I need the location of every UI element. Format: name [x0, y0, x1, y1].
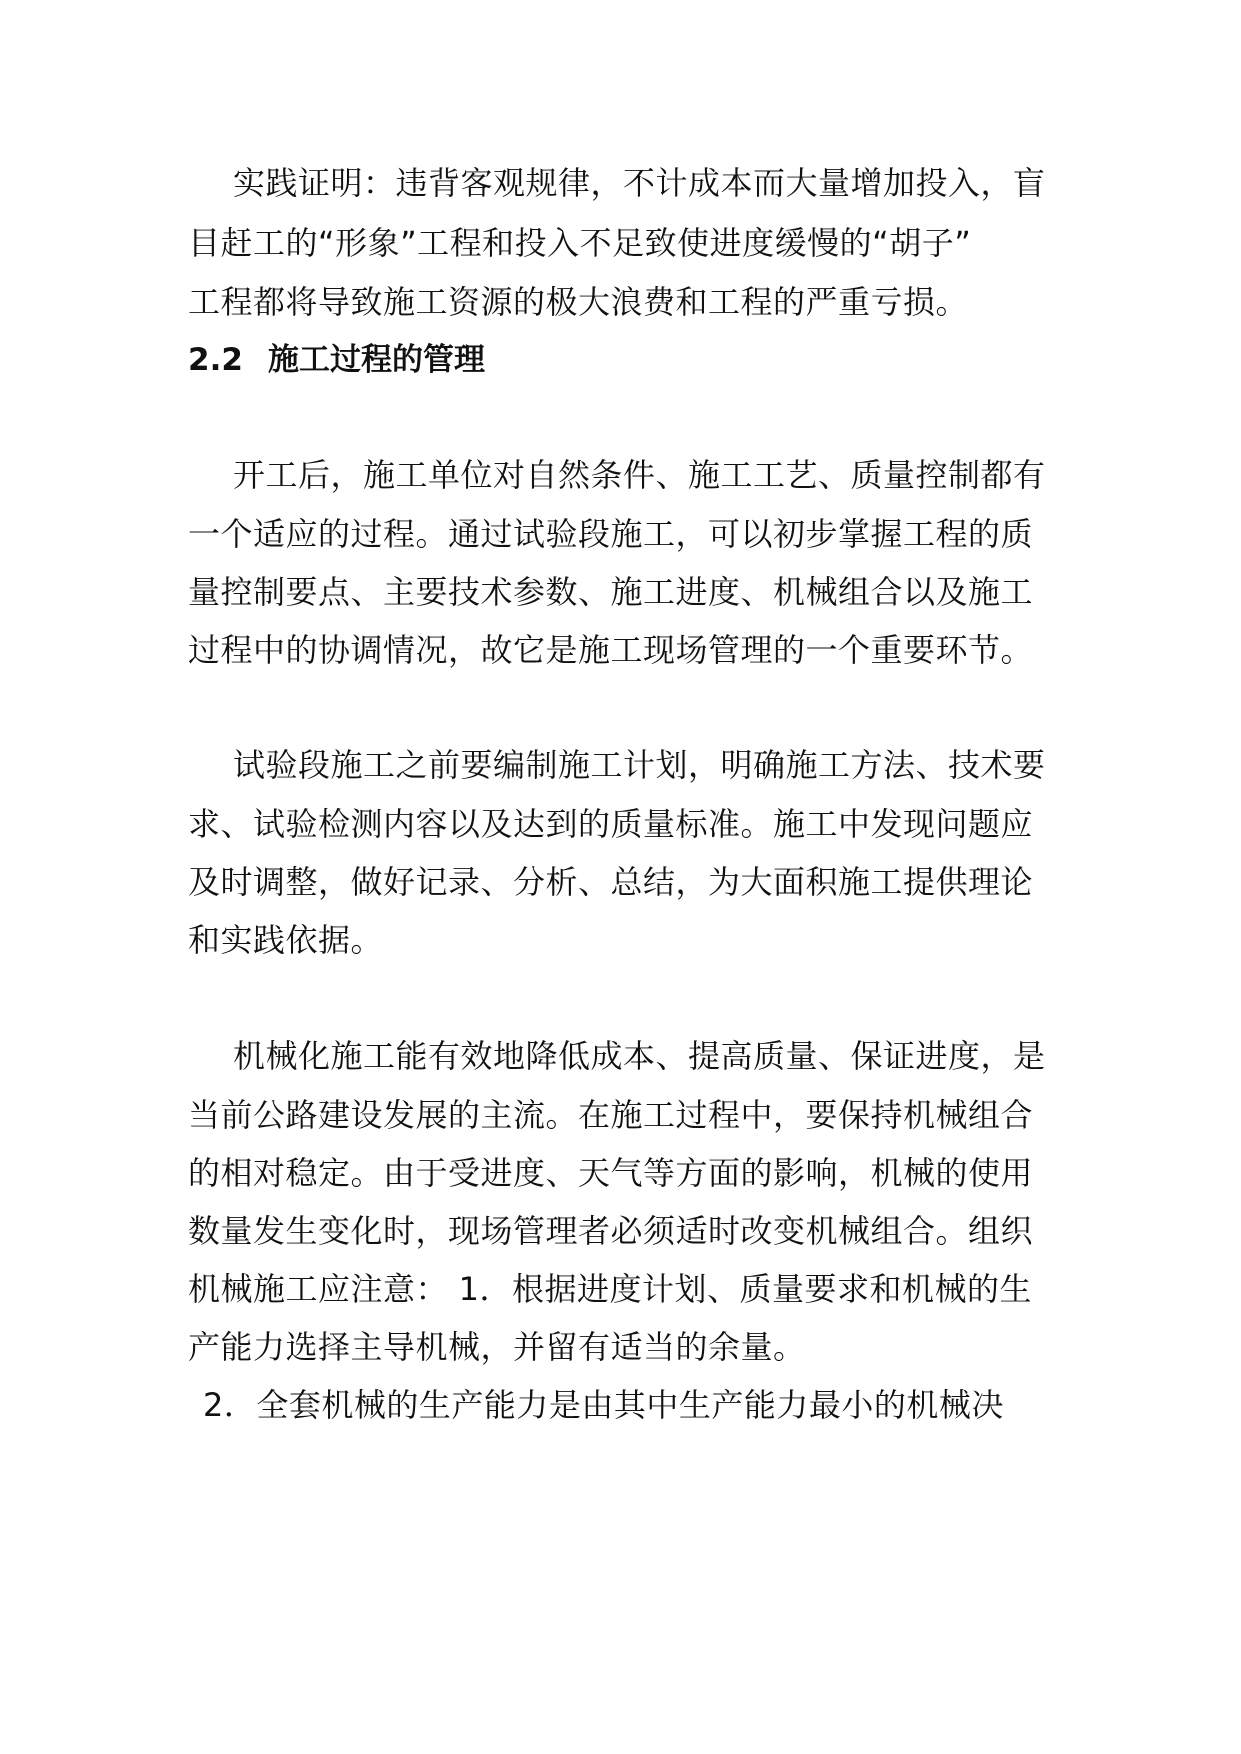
- paragraph-line: 数量发生变化时，现场管理者必须适时改变机械组合。组织: [188, 1212, 1034, 1250]
- paragraph-line: 一个适应的过程。通过试验段施工，可以初步掌握工程的质: [188, 515, 1034, 553]
- paragraph-line: 试验段施工之前要编制施工计划，明确施工方法、技术要: [233, 746, 1046, 784]
- paragraph-line: 机械化施工能有效地降低成本、提高质量、保证进度，是: [233, 1037, 1046, 1075]
- paragraph-line: 的相对稳定。由于受进度、天气等方面的影响，机械的使用: [188, 1154, 1034, 1192]
- paragraph-line: 开工后，施工单位对自然条件、施工工艺、质量控制都有: [233, 456, 1046, 494]
- paragraph-line: 及时调整，做好记录、分析、总结，为大面积施工提供理论: [188, 863, 1034, 901]
- section-heading: [188, 340, 485, 380]
- paragraph-line: 产能力选择主导机械，并留有适当的余量。: [188, 1328, 806, 1366]
- section-title: 施工过程的管理: [268, 342, 485, 378]
- paragraph-line: 和实践依据。: [188, 921, 384, 959]
- paragraph-line: 机械施工应注意： 1．根据进度计划、质量要求和机械的生: [188, 1270, 1033, 1308]
- paragraph-line: 2．全套机械的生产能力是由其中生产能力最小的机械决: [203, 1386, 1004, 1424]
- paragraph-line: 实践证明：违背客观规律，不计成本而大量增加投入，盲: [233, 164, 1046, 202]
- section-number: 2.2: [188, 342, 243, 378]
- paragraph-line: 量控制要点、主要技术参数、施工进度、机械组合以及施工: [188, 573, 1034, 611]
- paragraph-line: 目赶工的“形象”工程和投入不足致使进度缓慢的“胡子”: [188, 224, 972, 262]
- paragraph-line: 求、试验检测内容以及达到的质量标准。施工中发现问题应: [188, 805, 1034, 843]
- paragraph-line: 工程都将导致施工资源的极大浪费和工程的严重亏损。: [188, 283, 969, 321]
- paragraph-line: 过程中的协调情况，故它是施工现场管理的一个重要环节。: [188, 631, 1034, 669]
- paragraph-line: 当前公路建设发展的主流。在施工过程中，要保持机械组合: [188, 1096, 1034, 1134]
